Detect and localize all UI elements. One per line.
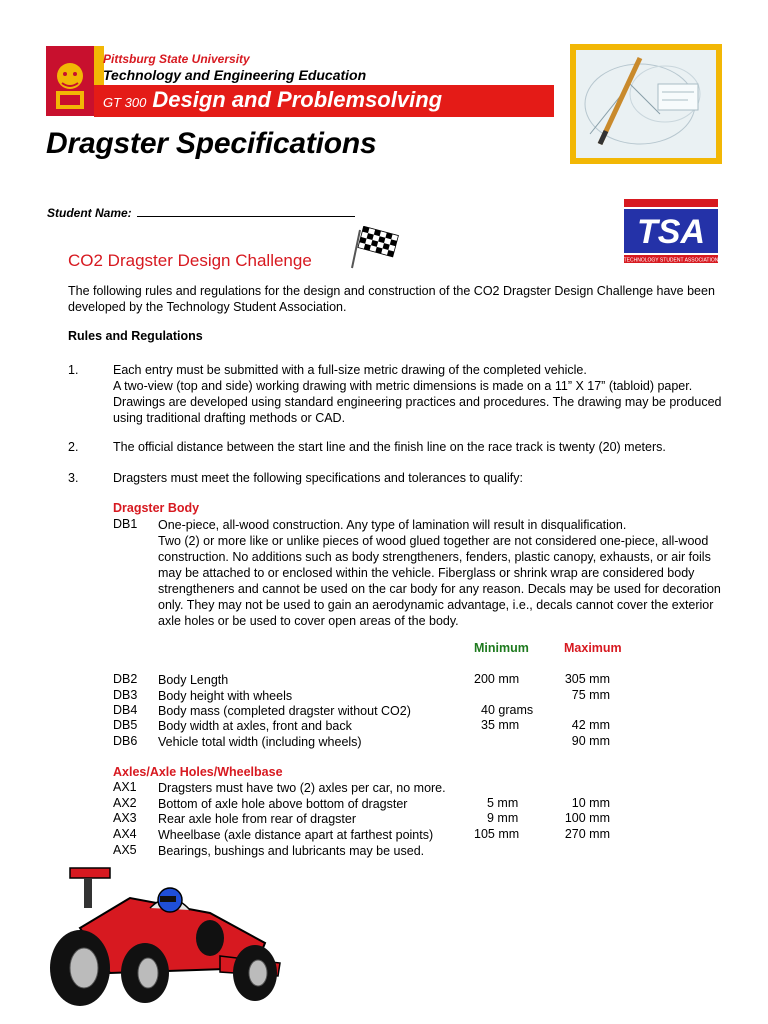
course-code: GT 300 bbox=[103, 95, 147, 110]
spec-desc: Rear axle hole from rear of dragster bbox=[158, 812, 357, 826]
spec-min: 5 mm bbox=[487, 796, 519, 810]
department-name: Technology and Engineering Education bbox=[103, 67, 367, 83]
spec-code: AX1 bbox=[113, 780, 137, 794]
spec-min: 9 mm bbox=[487, 811, 519, 825]
university-logo bbox=[46, 46, 94, 116]
db1-line: strengtheners and cannot be used on the car body for any reason. Decals may be used for decoration bbox=[158, 582, 721, 596]
spec-code: AX2 bbox=[113, 796, 137, 810]
rule-2-line: The official distance between the start line and the finish line on the race track is twenty (20) meters. bbox=[113, 440, 666, 454]
rule-3-line: Dragsters must meet the following specifications and tolerances to qualify: bbox=[113, 471, 523, 485]
minimum-header: Minimum bbox=[474, 641, 529, 655]
spec-code: DB5 bbox=[113, 718, 138, 732]
spec-desc: Vehicle total width (including wheels) bbox=[158, 735, 362, 749]
rules-heading: Rules and Regulations bbox=[68, 329, 203, 343]
student-name-label: Student Name: bbox=[47, 206, 132, 220]
spec-min: 40 grams bbox=[481, 703, 534, 717]
university-name: Pittsburg State University bbox=[103, 52, 250, 66]
rule-1-line: Each entry must be submitted with a full-size metric drawing of the completed vehicle. bbox=[113, 363, 587, 377]
student-name-line[interactable] bbox=[137, 206, 355, 217]
spec-max: 90 mm bbox=[571, 734, 610, 748]
spec-desc: Body mass (completed dragster without CO2) bbox=[158, 704, 411, 718]
spec-code: DB1 bbox=[113, 517, 138, 531]
spec-min: 35 mm bbox=[481, 718, 520, 732]
section-title-body: Dragster Body bbox=[113, 501, 200, 515]
student-name-field bbox=[47, 206, 355, 220]
tsa-logo bbox=[622, 199, 722, 267]
spec-max: 10 mm bbox=[571, 796, 610, 810]
spec-desc: Body width at axles, front and back bbox=[158, 719, 352, 733]
spec-code: AX3 bbox=[113, 811, 137, 825]
spec-max: 305 mm bbox=[564, 672, 610, 686]
spec-desc: Dragsters must have two (2) axles per car, no more. bbox=[158, 781, 446, 795]
course-name: Design and Problemsolving bbox=[152, 87, 443, 112]
rule-1-line: A two-view (top and side) working drawing with metric dimensions is made on a 11” X 17” (tabloid) paper. bbox=[113, 379, 693, 393]
tsa-logo-text: TSA bbox=[637, 213, 705, 251]
spec-desc: Body Length bbox=[158, 673, 229, 687]
section-title-axles: Axles/Axle Holes/Wheelbase bbox=[113, 765, 283, 779]
spec-desc: Body height with wheels bbox=[158, 689, 293, 703]
db1-line: construction. No additions such as body strengtheners, fenders, plastic canopy, exhausts, or air foils bbox=[158, 550, 711, 564]
page-title: Dragster Specifications bbox=[46, 127, 377, 160]
spec-code: AX4 bbox=[113, 827, 137, 841]
spec-desc: Bearings, bushings and lubricants may be used. bbox=[158, 844, 425, 858]
rule-1-line: using traditional drafting methods or CAD. bbox=[113, 411, 346, 425]
header-photo bbox=[570, 44, 722, 164]
spec-max: 270 mm bbox=[564, 827, 610, 841]
spec-max: 75 mm bbox=[571, 688, 610, 702]
db1-line: only. They may not be used to gain an aerodynamic advantage, i.e., decals cannot cover the exterior bbox=[158, 598, 714, 612]
checkered-flag-icon bbox=[346, 226, 402, 270]
spec-max: 100 mm bbox=[564, 811, 610, 825]
spec-min: 200 mm bbox=[474, 672, 520, 686]
spec-code: DB3 bbox=[113, 688, 138, 702]
spec-desc: Wheelbase (axle distance apart at farthest points) bbox=[158, 828, 434, 842]
rule-1-line: Drawings are developed using standard engineering practices and procedures. The drawing may be produced bbox=[113, 395, 722, 409]
spec-min: 105 mm bbox=[474, 827, 520, 841]
spec-code: DB2 bbox=[113, 672, 138, 686]
tsa-tagline: TECHNOLOGY STUDENT ASSOCIATION bbox=[623, 257, 719, 264]
race-car-illustration bbox=[40, 858, 290, 1018]
spec-desc: Bottom of axle hole above bottom of dragster bbox=[158, 797, 408, 811]
spec-code: AX5 bbox=[113, 843, 137, 857]
course-title bbox=[103, 87, 442, 113]
db1-line: One-piece, all-wood construction. Any type of lamination will result in disqualification. bbox=[158, 518, 627, 532]
db1-line: Two (2) or more like or unlike pieces of wood glued together are not considered one-piece, all-wood bbox=[158, 534, 709, 548]
spec-max: 42 mm bbox=[571, 718, 610, 732]
challenge-title: CO2 Dragster Design Challenge bbox=[68, 251, 312, 270]
spec-code: DB4 bbox=[113, 703, 138, 717]
intro-paragraph: The following rules and regulations for the design and construction of the CO2 Dragster Design Challenge have been developed by the Technology Student Association. bbox=[68, 284, 715, 314]
maximum-header: Maximum bbox=[564, 641, 622, 655]
db1-line: axle holes or be used to cover open areas of the body. bbox=[158, 614, 459, 628]
db1-line: may be attached to or enclosed within the vehicle. Fiberglass or shrink wrap are considered body bbox=[158, 566, 695, 580]
spec-code: DB6 bbox=[113, 734, 138, 748]
rule-number: 2. bbox=[68, 440, 79, 454]
rule-number: 3. bbox=[68, 471, 79, 485]
rule-number: 1. bbox=[68, 363, 79, 377]
